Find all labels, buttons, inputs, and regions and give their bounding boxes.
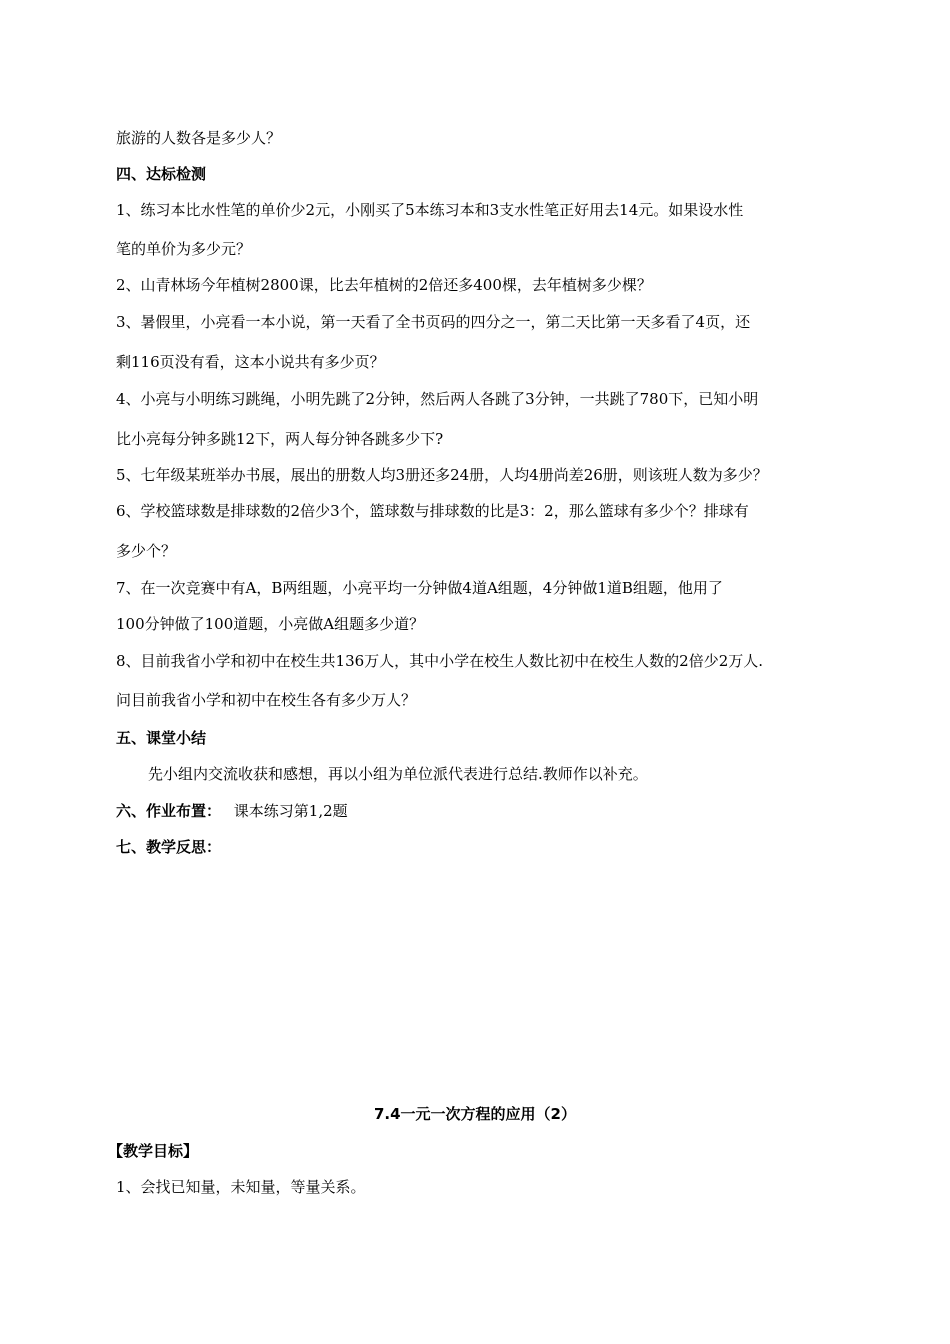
section6-row [116, 801, 348, 821]
teaching-goals-heading: 【教学目标】 [108, 1142, 199, 1160]
section6-text: 课本练习第1,2题 [233, 802, 348, 820]
teaching-goal-1: 1、会找已知量，未知量，等量关系。 [116, 1178, 366, 1196]
section7-heading: 七、教学反思： [116, 838, 222, 856]
section4-heading: 四、达标检测 [116, 165, 207, 183]
question-8-line1: 8、目前我省小学和初中在校生共136万人，其中小学在校生人数比初中在校生人数的2倍少2万人. [116, 652, 764, 670]
next-lesson-title: 7.4一元一次方程的应用（2） [373, 1105, 576, 1123]
section5-heading: 五、课堂小结 [116, 729, 207, 747]
question-3-line2: 剩116页没有看，这本小说共有多少页？ [116, 353, 385, 371]
question-7-line1: 7、在一次竞赛中有A，B两组题，小亮平均一分钟做4道A组题，4分钟做1道B组题，他用了 [116, 579, 723, 597]
section6-heading: 六、作业布置： [116, 802, 222, 820]
question-3-line1: 3、暑假里，小亮看一本小说，第一天看了全书页码的四分之一，第二天比第一天多看了4页，还 [116, 313, 751, 331]
section5-text: 先小组内交流收获和感想，再以小组为单位派代表进行总结.教师作以补充。 [148, 765, 648, 783]
question-8-line2: 问目前我省小学和初中在校生各有多少万人？ [116, 691, 417, 709]
question-1-line1: 1、练习本比水性笔的单价少2元，小刚买了5本练习本和3支水性笔正好用去14元。如果设水性 [116, 201, 744, 219]
question-4-line2: 比小亮每分钟多跳12下，两人每分钟各跳多少下? [116, 430, 444, 448]
intro-tail-text: 旅游的人数各是多少人？ [116, 129, 282, 147]
question-1-line2: 笔的单价为多少元？ [116, 240, 252, 258]
question-4-line1: 4、小亮与小明练习跳绳，小明先跳了2分钟，然后两人各跳了3分钟，一共跳了780下，已知小明 [116, 390, 759, 408]
question-6-line2: 多少个？ [116, 542, 177, 560]
question-5: 5、七年级某班举办书展，展出的册数人均3册还多24册，人均4册尚差26册，则该班人数为多少？ [116, 466, 768, 484]
question-2: 2、山青林场今年植树2800课，比去年植树的2倍还多400棵，去年植树多少棵？ [116, 276, 652, 294]
question-6-line1: 6、学校篮球数是排球数的2倍少3个，篮球数与排球数的比是3：2，那么篮球有多少个？排球有 [116, 502, 749, 520]
question-7-line2: 100分钟做了100道题，小亮做A组题多少道？ [116, 615, 425, 633]
